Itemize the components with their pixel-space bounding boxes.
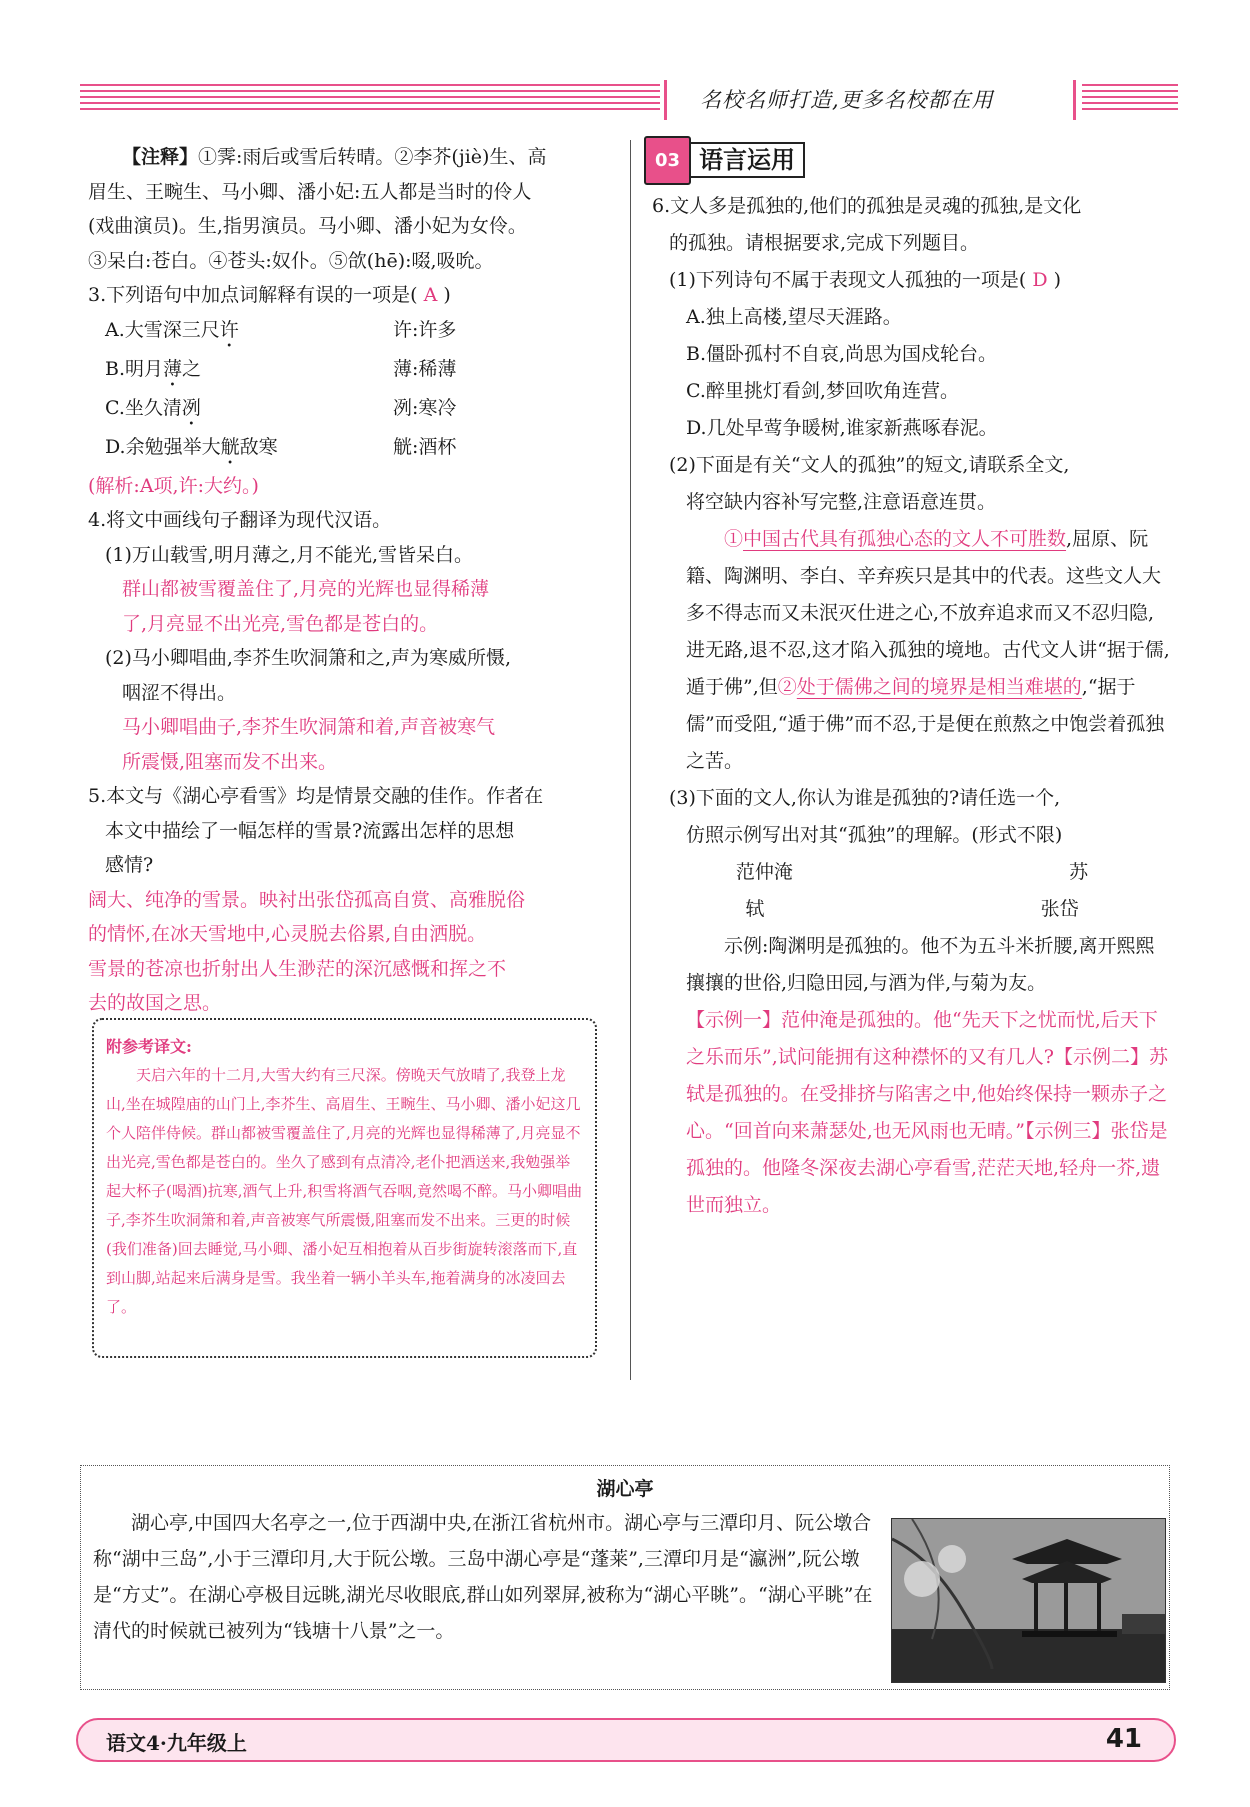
option-row: B.明月薄之 薄:稀薄 — [105, 357, 457, 380]
part-2: (2)下面是有关“文人的孤独”的短文,请联系全文, — [669, 454, 1070, 476]
question-5-cont: 感情? — [105, 854, 154, 876]
book-label: 语文4·九年级上 — [106, 1731, 247, 1755]
fill-blank-2: 处于儒佛之间的境界是相当难堪的 — [796, 676, 1082, 698]
note-line: 眉生、王畹生、马小卿、潘小妃:五人都是当时的伶人 — [88, 180, 532, 203]
header-rule-right — [1082, 84, 1178, 114]
answer-line: 雪景的苍凉也折射出人生渺茫的深沉感慨和挥之不 — [88, 957, 507, 980]
pavilion-icon — [892, 1519, 1166, 1683]
answer-line: 所震慑,阻塞而发不出来。 — [122, 750, 338, 773]
sentence-2-cont: 咽涩不得出。 — [122, 681, 237, 704]
sentence-1: (1)万山载雪,明月薄之,月不能光,雪皆呆白。 — [105, 543, 474, 566]
header-bar — [664, 80, 667, 120]
right-column — [652, 140, 1172, 1224]
note-line: ③呆白:苍白。④苍头:奴仆。⑤欱(hē):啜,吸吮。 — [88, 249, 494, 272]
option-row: A.独上高楼,望尽天涯路。 — [686, 306, 902, 328]
answer-line: 了,月亮显不出光亮,雪色都是苍白的。 — [122, 612, 439, 635]
analysis-text: (解析:A项,许:大约。) — [88, 474, 259, 497]
question-4: 4.将文中画线句子翻译为现代汉语。 — [88, 509, 392, 531]
question-3: 3.下列语句中加点词解释有误的一项是( A ) — [88, 284, 451, 306]
answer-line: 阔大、纯净的雪景。映衬出张岱孤高自赏、高雅脱俗 — [88, 888, 526, 911]
header-bar — [1073, 80, 1076, 120]
column-divider — [630, 140, 631, 1380]
part-3-cont: 仿照示例写出对其“孤独”的理解。(形式不限) — [686, 824, 1063, 846]
option-row: D.余勉强举大觥敌寒 觥:酒杯 — [105, 435, 457, 458]
translation-text: 天启六年的十二月,大雪大约有三尺深。傍晚天气放晴了,我登上龙山,坐在城隍庙的山门上,李芥生、高眉生、王畹生、马小卿、潘小妃这几个人陪伴侍候。群山都被雪覆盖住了,月亮的光辉也显得稀薄了,月亮显不出光亮,雪色都是苍白的。坐久了感到有点清冷,老仆把酒送来,我勉强举起大杯子(喝酒)抗寒,酒气上升,积雪将酒气吞咽,竟然喝不醉。马小卿唱曲子,李芥生吹洞箫和着,声音被寒气所震慑,阻塞而发不出来。三更的时候(我们准备)回去睡觉,马小卿、潘小妃互相抱着从百步街旋转滚落而下,直到山脚,站起来后满身是雪。我坐着一辆小羊头车,拖着满身的冰凌回去了。 — [106, 1066, 583, 1316]
translation-title: 附参考译文: — [106, 1037, 192, 1056]
info-text: 湖心亭,中国四大名亭之一,位于西湖中央,在浙江省杭州市。湖心亭与三潭印月、阮公墩合称“湖中三岛”,小于三潭印月,大于阮公墩。三岛中湖心亭是“蓬莱”,三潭印月是“瀛洲”,阮公墩是“方丈”。在湖心亭极目远眺,湖光尽收眼底,群山如列翠屏,被称为“湖心平眺”。“湖心平眺”在清代的时候就已被列为“钱塘十八景”之一。 — [93, 1512, 873, 1642]
section-number: 03 — [644, 136, 691, 185]
name-list: 范仲淹 苏轼 张岱 — [735, 861, 1089, 920]
pavilion-photo — [891, 1518, 1166, 1683]
answer-line: 群山都被雪覆盖住了,月亮的光辉也显得稀薄 — [122, 578, 490, 600]
essay-paragraph: ①中国古代具有孤独心态的文人不可胜数,屈原、阮籍、陶渊明、李白、辛弃疾只是其中的代表。这些文人大多不得志而又未泯灭仕进之心,不放弃追求而又不忍归隐,进无路,退不忍,这才陷入孤独的境地。古代文人讲“据于儒,遁于佛”,但②处于儒佛之间的境界是相当难堪的,“据于儒”而受阻,“遁于佛”而不忍,于是便在煎熬之中饱尝着孤独之苦。 — [686, 528, 1170, 772]
option-row: C.醉里挑灯看剑,梦回吹角连营。 — [686, 380, 959, 402]
section-header — [644, 140, 1172, 180]
question-6-cont: 的孤独。请根据要求,完成下列题目。 — [669, 232, 980, 254]
question-5: 5.本文与《湖心亭看雪》均是情景交融的佳作。作者在 — [88, 785, 544, 807]
answer-paragraph: 【示例一】范仲淹是孤独的。他“先天下之忧而忧,后天下之乐而乐”,试问能拥有这种襟怀的又有几人?【示例二】苏轼是孤独的。在受排挤与陷害之中,他始终保持一颗赤子之心。“回首向来萧瑟处,也无风雨也无晴。”【示例三】张岱是孤独的。他隆冬深夜去湖心亭看雪,茫茫天地,轻舟一芥,遗世而独立。 — [686, 1009, 1168, 1216]
example-text: 示例:陶渊明是孤独的。他不为五斗米折腰,离开熙熙攘攘的世俗,归隐田园,与酒为伴,与菊为友。 — [686, 935, 1155, 994]
answer-letter: A — [423, 284, 438, 306]
option-row: D.几处早莺争暖树,谁家新燕啄春泥。 — [686, 417, 998, 439]
header-rule-left — [80, 84, 660, 114]
fill-blank-1: 中国古代具有孤独心态的文人不可胜数 — [743, 528, 1067, 550]
question-6: 6.文人多是孤独的,他们的孤独是灵魂的孤独,是文化 — [652, 195, 1082, 217]
answer-letter: D — [1032, 269, 1048, 291]
part-1: (1)下列诗句不属于表现文人孤独的一项是( D ) — [669, 269, 1062, 291]
info-title: 湖心亭 — [596, 1478, 654, 1500]
left-column — [88, 140, 623, 1021]
part-3: (3)下面的文人,你认为谁是孤独的?请任选一个, — [669, 787, 1061, 809]
footer-bar — [76, 1718, 1176, 1762]
page-number: 41 — [1105, 1724, 1142, 1754]
note-line: (戏曲演员)。生,指男演员。马小卿、潘小妃为女伶。 — [88, 215, 527, 237]
sentence-2: (2)马小卿唱曲,李芥生吹洞箫和之,声为寒威所慑, — [105, 647, 512, 669]
answer-line: 去的故国之思。 — [88, 992, 222, 1014]
answer-line: 马小卿唱曲子,李芥生吹洞箫和着,声音被寒气 — [122, 716, 496, 738]
header-slogan: 名校名师打造,更多名校都在用 — [700, 88, 994, 112]
option-row: A.大雪深三尺许 许:许多 — [105, 318, 457, 341]
option-row: C.坐久清冽 冽:寒冷 — [105, 396, 457, 419]
info-box — [80, 1465, 1170, 1690]
answer-line: 的情怀,在冰天雪地中,心灵脱去俗累,自由洒脱。 — [88, 923, 487, 945]
part-2-cont: 将空缺内容补写完整,注意语意连贯。 — [686, 491, 997, 513]
question-5-cont: 本文中描绘了一幅怎样的雪景?流露出怎样的思想 — [105, 819, 515, 842]
section-title: 语言运用 — [691, 142, 805, 178]
translation-box — [92, 1018, 597, 1358]
option-row: B.僵卧孤村不自哀,尚思为国戍轮台。 — [686, 343, 998, 365]
note-line: 【注释】①霁:雨后或雪后转晴。②李芥(jiè)生、高 — [122, 146, 547, 168]
